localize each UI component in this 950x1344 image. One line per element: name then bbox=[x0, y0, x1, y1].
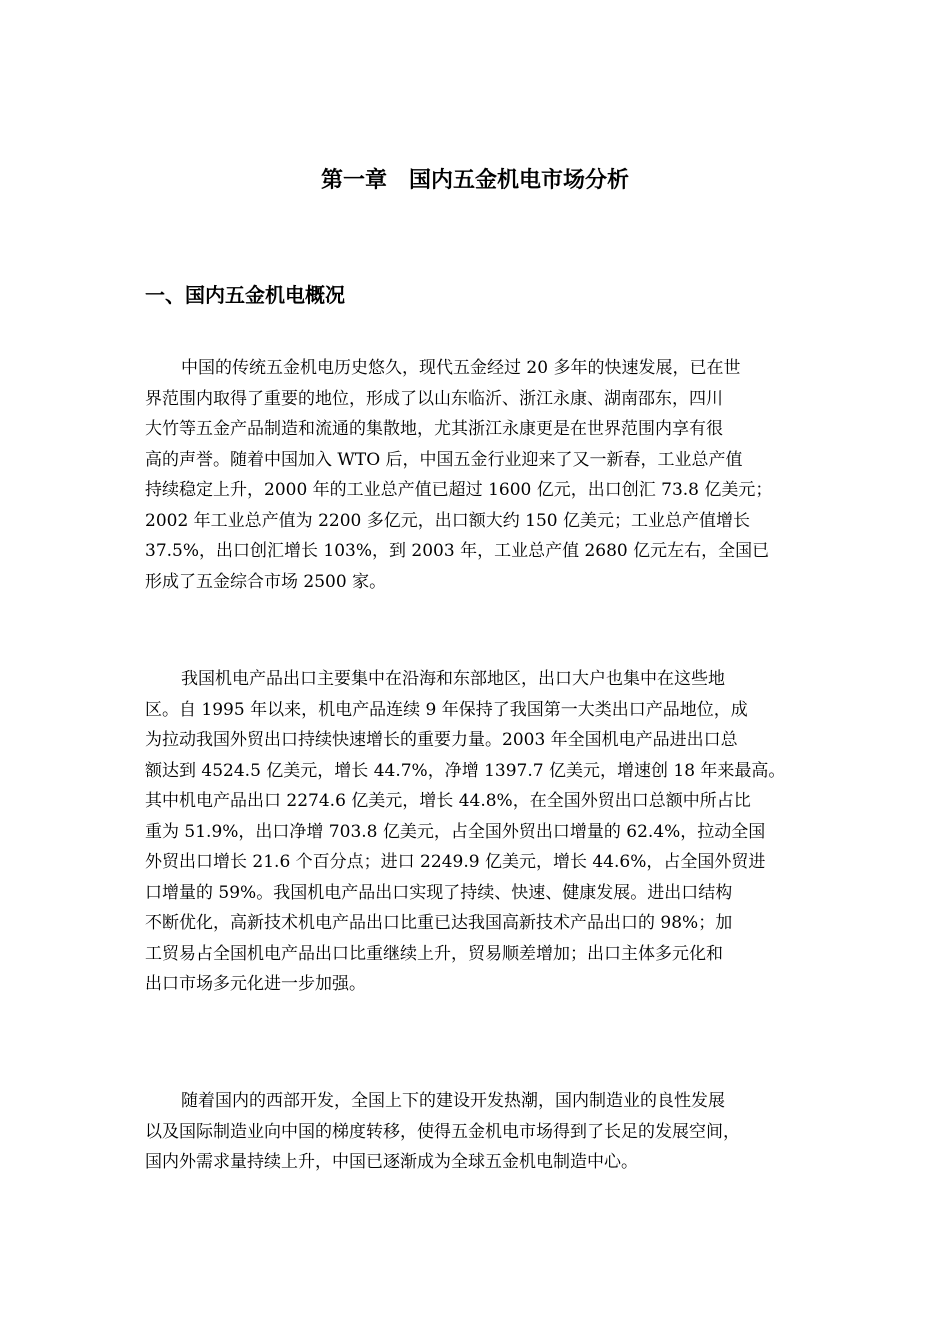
paragraph-line: 口增量的 59%。我国机电产品出口实现了持续、快速、健康发展。进出口结构 bbox=[145, 882, 733, 903]
paragraph-3 bbox=[145, 1086, 810, 1178]
paragraph-line: 中国的传统五金机电历史悠久，现代五金经过 20 多年的快速发展，已在世 bbox=[181, 358, 741, 378]
paragraph-1 bbox=[145, 353, 810, 597]
paragraph-line: 出口市场多元化进一步加强。 bbox=[145, 974, 366, 994]
paragraph-line: 持续稳定上升，2000 年的工业总产值已超过 1600 亿元，出口创汇 73.8 亿美元； bbox=[145, 480, 773, 500]
paragraph-line: 额达到 4524.5 亿美元，增长 44.7%，净增 1397.7 亿美元，增速创 18 年来最高。 bbox=[145, 760, 786, 781]
paragraph-line: 2002 年工业总产值为 2200 多亿元，出口额大约 150 亿美元；工业总产值增长 bbox=[145, 510, 750, 531]
paragraph-line: 37.5%，出口创汇增长 103%，到 2003 年，工业总产值 2680 亿元左右，全国已 bbox=[145, 541, 770, 561]
paragraph-line: 外贸出口增长 21.6 个百分点；进口 2249.9 亿美元，增长 44.6%，占全国外贸进 bbox=[145, 852, 766, 872]
paragraph-2 bbox=[145, 664, 810, 1000]
paragraph-line: 为拉动我国外贸出口持续快速增长的重要力量。2003 年全国机电产品进出口总 bbox=[145, 730, 738, 750]
paragraph-line: 区。自 1995 年以来，机电产品连续 9 年保持了我国第一大类出口产品地位，成 bbox=[145, 699, 748, 720]
paragraph-line: 大竹等五金产品制造和流通的集散地，尤其浙江永康更是在世界范围内享有很 bbox=[145, 419, 723, 439]
paragraph-line: 形成了五金综合市场 2500 家。 bbox=[145, 571, 387, 592]
paragraph-line: 重为 51.9%，出口净增 703.8 亿美元，占全国外贸出口增量的 62.4%，拉动全国 bbox=[145, 821, 766, 842]
paragraph-line: 界范围内取得了重要的地位，形成了以山东临沂、浙江永康、湖南邵东，四川 bbox=[145, 388, 723, 409]
paragraph-line: 不断优化，高新技术机电产品出口比重已达我国高新技术产品出口的 98%；加 bbox=[145, 913, 733, 933]
chapter-title: 第一章 国内五金机电市场分析 bbox=[320, 167, 629, 193]
paragraph-line: 国内外需求量持续上升，中国已逐渐成为全球五金机电制造中心。 bbox=[145, 1152, 638, 1172]
paragraph-line: 随着国内的西部开发，全国上下的建设开发热潮，国内制造业的良性发展 bbox=[181, 1091, 725, 1111]
paragraph-line: 我国机电产品出口主要集中在沿海和东部地区，出口大户也集中在这些地 bbox=[181, 669, 725, 689]
section-heading: 一、国内五金机电概况 bbox=[145, 283, 345, 307]
paragraph-line: 工贸易占全国机电产品出口比重继续上升，贸易顺差增加；出口主体多元化和 bbox=[145, 943, 723, 964]
paragraph-line: 以及国际制造业向中国的梯度转移，使得五金机电市场得到了长足的发展空间， bbox=[145, 1121, 740, 1142]
paragraph-line: 其中机电产品出口 2274.6 亿美元，增长 44.8%，在全国外贸出口总额中所占比 bbox=[145, 791, 751, 811]
paragraph-line: 高的声誉。随着中国加入 WTO 后，中国五金行业迎来了又一新春，工业总产值 bbox=[145, 449, 743, 470]
